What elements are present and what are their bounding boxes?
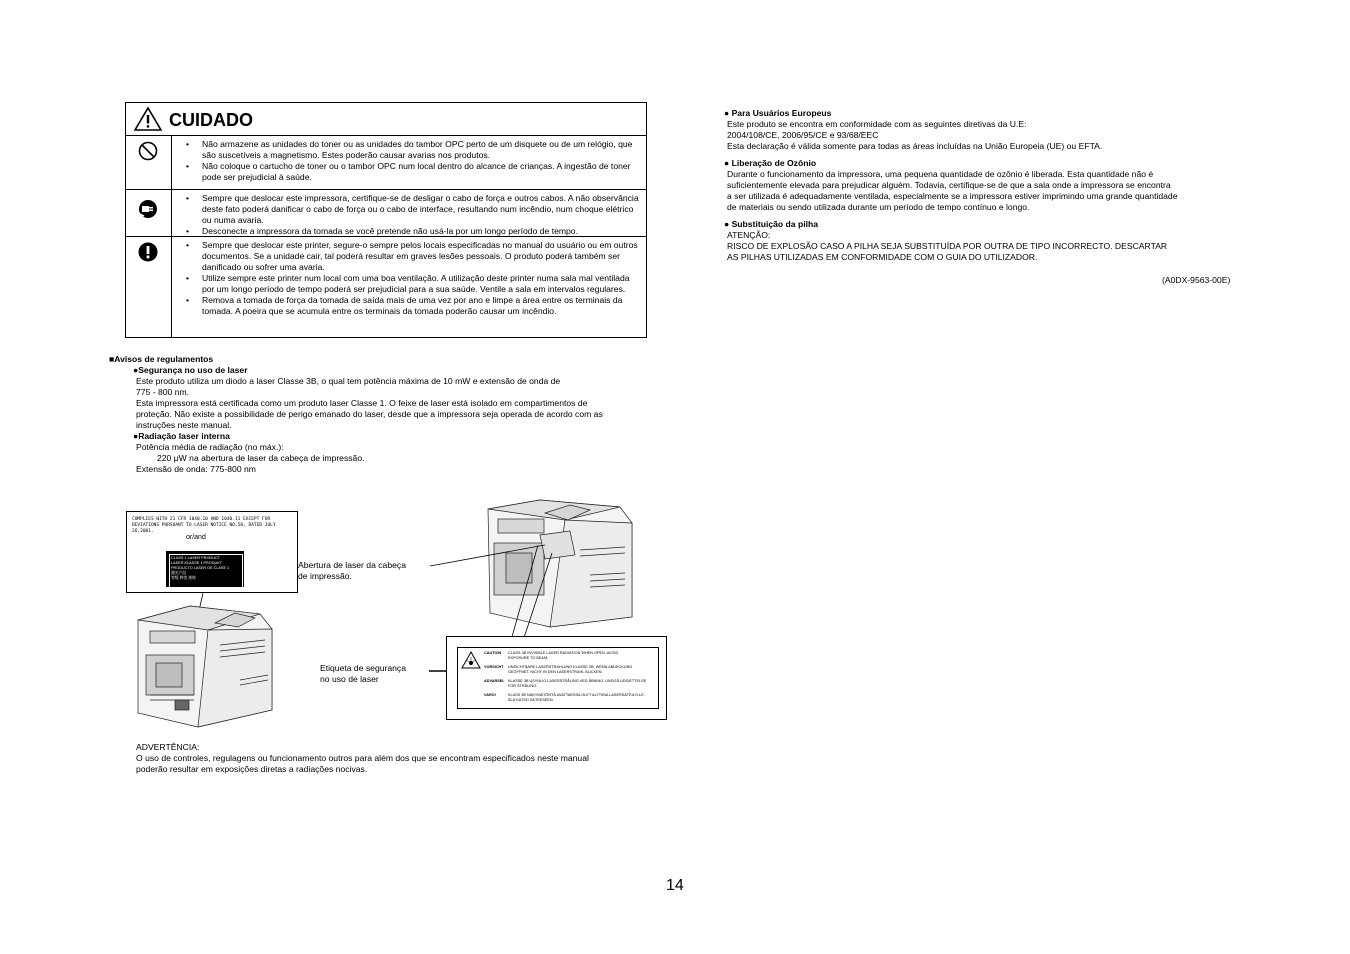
left-printer-drawing: [138, 606, 272, 727]
right-printer-drawing: [488, 500, 632, 627]
mandatory-exclamation-icon: [138, 242, 158, 262]
caution-item: • Não coloque o cartucho de toner ou o tambor OPC num local dentro do alcance de crianças. A ingestão de toner pode ser prejudicial à saúde.: [186, 161, 640, 183]
caution-item: • Desconecte a impressora da tomada se você pretende não usá-la por um longo período de tempo.: [186, 226, 640, 237]
caution-row: [126, 136, 646, 190]
right-column: ● Para Usuários Europeus Este produto se encontra em conformidade com as seguintes diretivas da U.E: 2004/108/CE, 2006/95/CE e 93/68/EEC Esta declaração é válida somente para todas as áreas incluídas na União Europeia (UE) ou EFTA. ● Liberação de Ozônio Durante o funcionamento da impressora, uma pequena quantidade de ozônio é liberada. Esta quantidade não é suficientemente elevada para prejudicar alguém. Todavia, certifique-se de que a sala onde a impressora se encontra a ser utilizada é adequadamente ventilada, especialmente se a impressora estiver imprimindo uma grande quantidade de materiais ou sendo utilizada durante um período de tempo contínuo e longo. ● Substituição da pilha ATENÇÃO: RISCO DE EXPLOSÃO CASO A PILHA SEJA SUBSTITUÍDA POR OUTRA DE TIPO INCORRECTO. DESCARTAR AS PILHAS UTILIZADAS EM CONFORMIDADE COM O GUIA DO UTILIZADOR.: [724, 108, 1244, 263]
battery-heading: ● Substituição da pilha: [724, 219, 819, 229]
internal-radiation-heading: ●Radiação laser interna: [133, 431, 230, 441]
aperture-caption: Abertura de laser da cabeça de impressão.: [298, 560, 406, 581]
regulatory-heading: ■Avisos de regulamentos: [109, 354, 214, 364]
warning-triangle-icon: [134, 107, 162, 131]
ozone-heading: ● Liberação de Ozônio: [724, 158, 817, 168]
internal-radiation-text: Potência média de radiação (no máx.): 220 μW na abertura de laser da cabeça de impressão. Extensão de onda: 775-800 nm: [136, 442, 365, 474]
prohibition-icon: [138, 141, 158, 161]
caution-title: CUIDADO: [169, 110, 253, 130]
class1-label: CLASS 1 LASER PRODUCT LASER KLASSE 1 PRODUKT PRODUCTO LASER DE CLASE 1 激光产品 等级 种类 规格: [166, 551, 244, 587]
caution-row: [126, 190, 646, 237]
safety-label-caption: Etiqueta de segurança no uso de laser: [320, 663, 407, 684]
laser-safety-heading: ●Segurança no uso de laser: [133, 365, 248, 375]
caution-table: [125, 102, 647, 338]
laser-warning-label: CAUTION CLASS 3B INVISIBLE LASER RADIATION WHEN OPEN, AVOID EXPOSURE TO BEAM. VORSICHT UNSICHTBARE LASERSTRAHLUNG KLASSE 3B, WENN ABDECKUNG GEÖFFNET. NICHT IN DEN LASERSTRAHL BLICKEN. ADVARSEL KLASSE 3B USYNLIG LASERSTRÅLING VED ÅBNING. UNDGÅ UDSÆTTELSE FOR STRÅLING. VARO! KLASS 3B NÄKYMÄTÖNTÄ AVATTAESSA OLET ALTTIINA LASERSÄTEILYLLE. ÄLÄ KATSO SÄTEESEEN.: [446, 636, 667, 720]
unplug-icon: [138, 198, 158, 220]
warning-note: ADVERTÊNCIA: O uso de controles, regulagens ou funcionamento outros para além dos que se encontram especificados neste manual poderão resultar em exposições diretas a radiações nocivas.: [136, 742, 589, 774]
caution-item: • Não armazene as unidades do toner ou as unidades do tambor OPC perto de um disquete ou de um relógio, que são suscetíveis a magnetismo. Estes poderão causar avarias nos produtos.: [186, 139, 640, 161]
compliance-label: COMPLIES WITH 21 CFR 1040.10 AND 1040.11 EXCEPT FOR DEVIATIONS PURSUANT TO LASER NOTICE NO.50, DATED JULY 26,2001. or/and CLASS 1 LASER PRODUCT LASER KLASSE 1 PRODUKT PRODUCTO LASER DE CLASE 1 激光产品 等级 种类 规格: [126, 511, 298, 593]
caution-row: [126, 237, 646, 338]
laser-safety-text: Este produto utiliza um diodo a laser Classe 3B, o qual tem potência máxima de 10 mW e extensão de onda de 775 - 800 nm. Esta impressora está certificada como um produto laser Classe 1. O feixe de laser está isolado em compartimentos de proteção. Não existe a possibilidade de perigo emanado do laser, desde que a impressora seja operada de acordo com as instruções neste manual.: [136, 376, 603, 430]
page-number: 14: [666, 877, 684, 894]
laser-hazard-icon: [461, 651, 481, 669]
caution-item: • Remova a tomada de força da tomada de saída mais de uma vez por ano e limpe a área entre os terminais da tomada. A poeira que se acumula entre os terminais da tomada poderão causar um incêndio.: [186, 295, 640, 317]
caution-item: • Sempre que deslocar este printer, segure-o sempre pelos locais especificadas no manual do usuário ou em outros documentos. Se a unidade cair, tal poderá resultar em graves lesões pessoais. O produto poderá também ser danificado ou sofrer uma avaria.: [186, 240, 640, 273]
caution-item: • Sempre que deslocar este impressora, certifique-se de desligar o cabo de força e outros cabos. A não observância deste fato poderá danificar o cabo de força ou o cabo de interface, resultando num incêndio, num choque elétrico ou numa avaria.: [186, 193, 640, 226]
eu-heading: ● Para Usuários Europeus: [724, 108, 832, 118]
document-code: (A0DX-9563-00E): [1162, 275, 1231, 285]
caution-item: • Utilize sempre este printer num local com uma boa ventilação. A utilização deste printer numa sala mal ventilada por um longo período de tempo poderá ser prejudicial para a sua saúde. Ventile a sala em intervalos regulares.: [186, 273, 640, 295]
caution-header: [126, 103, 646, 136]
